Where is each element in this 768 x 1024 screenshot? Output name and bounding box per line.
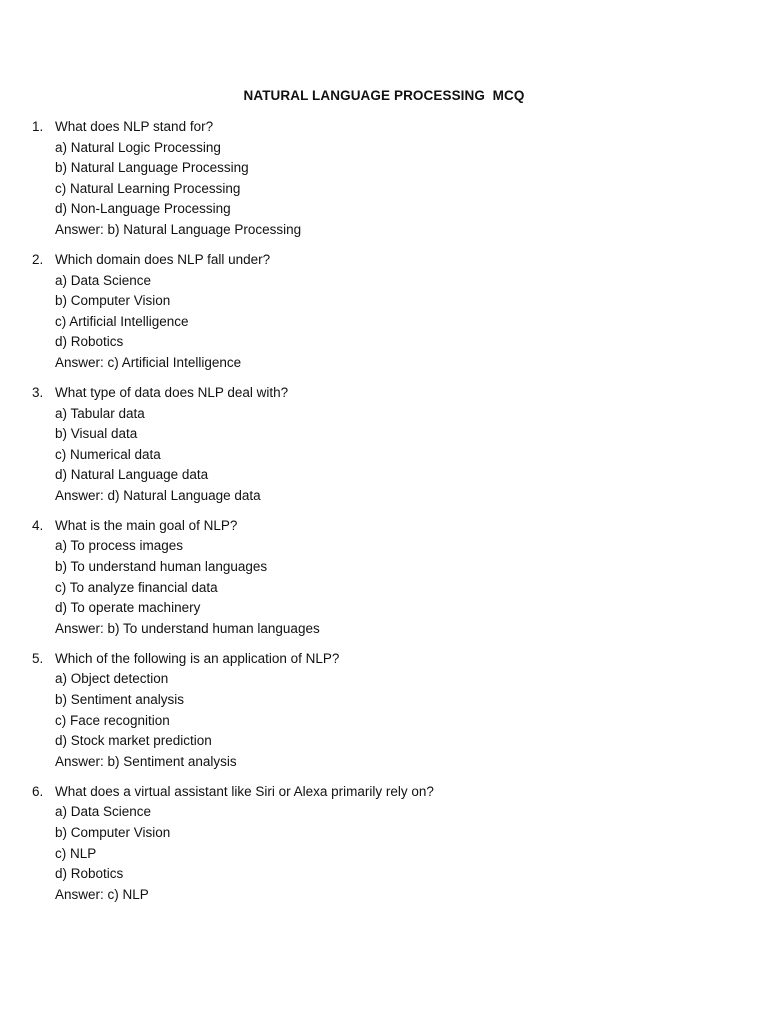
- question-text: Which of the following is an application of NLP?: [55, 650, 340, 666]
- answer-line: [55, 486, 732, 507]
- document-title: NATURAL LANGUAGE PROCESSING MCQ: [243, 88, 525, 103]
- question-number: 2.: [32, 251, 44, 267]
- option-a: a) Data Science: [55, 804, 152, 820]
- answer-label: Answer:: [55, 487, 104, 503]
- option-c: c) To analyze financial data: [55, 579, 218, 595]
- option-c: c) Face recognition: [55, 712, 170, 728]
- question-1: [32, 117, 732, 241]
- option-a: a) Tabular data: [55, 405, 145, 421]
- option-c: c) Numerical data: [55, 446, 161, 462]
- answer-label: Answer:: [55, 354, 104, 370]
- option-a: a) Object detection: [55, 671, 169, 687]
- answer-value: b) Natural Language Processing: [107, 221, 302, 237]
- question-4: [32, 516, 732, 640]
- answer-label: Answer:: [55, 886, 104, 902]
- option-a: a) Natural Logic Processing: [55, 139, 221, 155]
- question-list: [32, 117, 732, 915]
- question-number: 1.: [32, 119, 44, 134]
- option-b: b) Visual data: [55, 426, 138, 442]
- option-d: d) Non-Language Processing: [55, 201, 231, 217]
- answer-line: [55, 619, 732, 640]
- option-a: a) Data Science: [55, 272, 152, 288]
- question-5: [32, 649, 732, 773]
- option-d: d) Natural Language data: [55, 467, 209, 483]
- answer-label: Answer:: [55, 221, 104, 237]
- option-c: c) NLP: [55, 845, 97, 861]
- option-b: b) Natural Language Processing: [55, 160, 249, 176]
- question-number: 3.: [32, 384, 44, 400]
- question-number: 5.: [32, 650, 44, 666]
- option-d: d) Robotics: [55, 866, 124, 882]
- option-d: d) To operate machinery: [55, 600, 201, 616]
- answer-label: Answer:: [55, 620, 104, 636]
- answer-line: [55, 752, 732, 773]
- question-3: [32, 383, 732, 507]
- option-b: b) Computer Vision: [55, 293, 171, 309]
- question-number: 6.: [32, 783, 44, 799]
- answer-value: c) Artificial Intelligence: [107, 354, 242, 370]
- question-text: Which domain does NLP fall under?: [55, 251, 271, 267]
- answer-value: b) To understand human languages: [107, 620, 320, 636]
- question-text: What does NLP stand for?: [55, 119, 214, 134]
- answer-line: [55, 885, 732, 906]
- answer-line: [55, 220, 732, 241]
- option-d: d) Robotics: [55, 334, 124, 350]
- question-2: [32, 250, 732, 374]
- answer-value: c) NLP: [107, 886, 149, 902]
- answer-value: d) Natural Language data: [107, 487, 261, 503]
- option-b: b) Sentiment analysis: [55, 692, 185, 707]
- option-d: d) Stock market prediction: [55, 733, 212, 749]
- question-text: What type of data does NLP deal with?: [55, 384, 289, 400]
- answer-value: b) Sentiment analysis: [107, 753, 237, 769]
- option-b: b) Computer Vision: [55, 824, 171, 840]
- question-text: What is the main goal of NLP?: [55, 517, 238, 533]
- answer-line: [55, 353, 732, 374]
- answer-label: Answer:: [55, 753, 104, 769]
- option-b: b) To understand human languages: [55, 559, 268, 575]
- option-a: a) To process images: [55, 538, 184, 554]
- option-c: c) Natural Learning Processing: [55, 180, 241, 196]
- question-number: 4.: [32, 517, 44, 533]
- option-c: c) Artificial Intelligence: [55, 313, 189, 329]
- question-6: [32, 782, 732, 906]
- question-text: What does a virtual assistant like Siri or Alexa primarily rely on?: [55, 783, 434, 799]
